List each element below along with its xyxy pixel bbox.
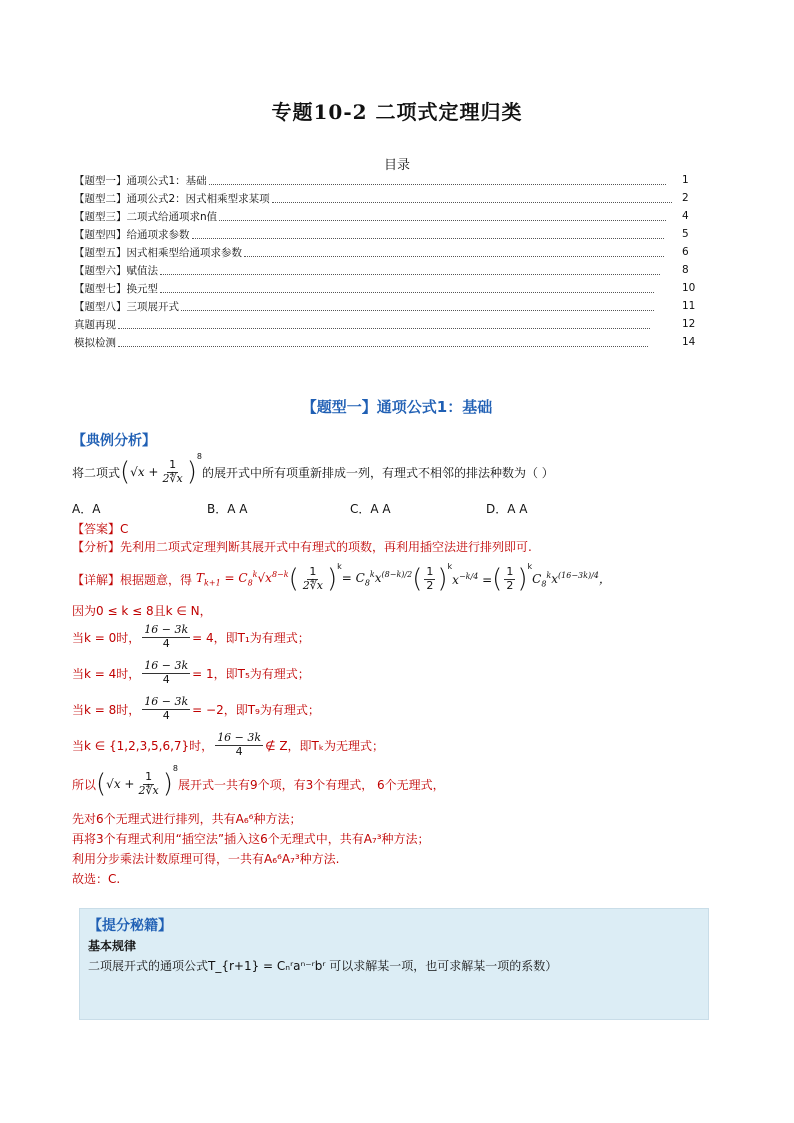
step-1: 先对6个无理式进行排列，共有A₆⁶种方法； <box>72 812 302 826</box>
toc-item[interactable]: 模拟检测 <box>74 336 652 350</box>
case-k4 <box>72 656 310 690</box>
question: 将二项式 ( √x + $\frac{1}{2∜x}$ ) $^8$ 的展开式中所有项重新排成一列，有理式不相邻的排法种数为（ ） <box>72 452 554 487</box>
toc-item[interactable]: 【题型七】换元型 <box>74 282 658 296</box>
summary-post: 展开式一共有9个项，有3个有理式， 6个无理式， <box>177 777 445 792</box>
option-d[interactable]: D．A A <box>486 502 528 516</box>
detail-label: 【详解】 <box>72 572 121 587</box>
frac-num: 16 − 3k <box>144 623 189 637</box>
analysis-line <box>72 538 532 555</box>
analysis-label: 【分析】 <box>72 540 121 554</box>
case-k4-post: = 1，即T₅为有理式； <box>192 666 310 681</box>
case-k0 <box>72 620 310 654</box>
option-c[interactable]: C．A A <box>350 502 391 516</box>
toc-item[interactable]: 【题型四】给通项求参数 <box>74 228 668 242</box>
toc-page: 10 <box>682 282 696 294</box>
option-a[interactable]: A．A <box>72 502 101 516</box>
example-label: 【典例分析】 <box>72 433 156 449</box>
frac-den: 4 <box>235 744 243 758</box>
summary-pre: 所以 <box>72 777 97 792</box>
toc-item[interactable]: 【题型五】因式相乘型给通项求参数 <box>74 246 668 260</box>
step-3: 利用分步乘法计数原理可得，一共有A₆⁶A₇³种方法. <box>72 852 340 866</box>
table-of-contents <box>74 174 722 349</box>
frac-num: 16 − 3k <box>217 731 262 745</box>
toc-page: 8 <box>682 264 689 276</box>
tip-title: 【提分秘籍】 <box>88 918 172 934</box>
toc-page: 12 <box>682 318 696 330</box>
case-kset <box>72 728 384 762</box>
page-title: 专题10-2 二项式定理归类 <box>271 100 523 124</box>
case-k0-pre: 当k = 0时， <box>72 630 141 645</box>
case-kset-pre: 当k ∈ {1,2,3,5,6,7}时， <box>72 738 214 753</box>
toc-page: 5 <box>682 228 689 240</box>
frac-num: 16 − 3k <box>144 695 189 709</box>
toc-page: 1 <box>682 174 689 186</box>
toc-item[interactable]: 【题型六】赋值法 <box>74 264 664 278</box>
answer-value: C <box>120 522 129 536</box>
formula-general-term: $T_{k+1} = C_8^k√x^{8-k}$ <box>196 570 289 588</box>
toc-item[interactable]: 真题再现 <box>74 318 654 332</box>
toc-heading: 目录 <box>383 158 410 173</box>
toc-item[interactable]: 【题型一】通项公式1：基础 <box>74 174 670 188</box>
toc-page: 2 <box>682 192 689 204</box>
detail-intro: 根据题意，得 <box>120 572 193 587</box>
detail-line: 【详解】 根据题意，得 $T_{k+1} = C_8^k√x^{8-k}$ ( $\frac{1}{2∜x}$ ) $^k$ = $C_8^kx^{(8-k)/2}$ ( $\frac{1}{2}$ ) $^k$ $x^{-k/4}$ = ( $\frac{1}{2}$ ) $^k$ $C_8^kx^{(16-3k)/4}$， <box>72 562 611 594</box>
tip-text: 二项展开式的通项公式T_{r+1} = Cₙʳaⁿ⁻ʳbʳ 可以求解某一项，也可求解某一项的系数） <box>88 959 558 973</box>
step-2: 再将3个有理式利用“插空法”插入这6个无理式中，共有A₇³种方法； <box>72 832 430 846</box>
case-kset-post: ∉ Z，即Tₖ为无理式； <box>265 738 384 753</box>
frac-num: 16 − 3k <box>144 659 189 673</box>
section-heading: 【题型一】通项公式1：基础 <box>301 398 493 416</box>
case-k8-pre: 当k = 8时， <box>72 702 141 717</box>
summary-line: 所以 ( √x + $\frac{1}{2∜x}$ ) $^8$ 展开式一共有9个项，有3个有理式， 6个无理式， <box>72 764 445 799</box>
case-k8 <box>72 692 320 726</box>
toc-item[interactable]: 【题型三】二项式给通项求n值 <box>74 210 670 224</box>
frac-den: 4 <box>162 636 170 650</box>
paren-right: ) <box>186 457 197 487</box>
conclusion: 故选：C. <box>72 872 121 886</box>
frac-den: 4 <box>162 708 170 722</box>
toc-page: 6 <box>682 246 689 258</box>
toc-item[interactable]: 【题型八】三项展开式 <box>74 300 658 314</box>
option-b[interactable]: B．A A <box>207 502 248 516</box>
case-k0-post: = 4，即T₁为有理式； <box>192 630 310 645</box>
toc-page: 11 <box>682 300 696 312</box>
tip-box <box>79 908 709 1020</box>
question-suffix: 的展开式中所有项重新排成一列，有理式不相邻的排法种数为（ ） <box>201 465 554 480</box>
toc-page: 14 <box>682 336 696 348</box>
analysis-text: 先利用二项式定理判断其展开式中有理式的项数，再利用插空法进行排列即可. <box>120 540 532 554</box>
answer-label: 【答案】 <box>72 522 121 536</box>
sqrt-x: √x + <box>130 465 159 479</box>
tip-subtitle: 基本规律 <box>88 939 137 953</box>
fraction: $\frac{1}{2∜x}$ <box>162 458 183 485</box>
answer-line <box>72 520 128 537</box>
question-prefix: 将二项式 <box>72 465 121 480</box>
toc-item[interactable]: 【题型二】通项公式2：因式相乘型求某项 <box>74 192 676 206</box>
case-k4-pre: 当k = 4时， <box>72 666 141 681</box>
case-k8-post: = −2，即T₉为有理式； <box>192 702 320 717</box>
paren-left: ( <box>120 457 131 487</box>
toc-page: 4 <box>682 210 689 222</box>
range-line: 因为0 ≤ k ≤ 8且k ∈ N， <box>72 604 212 618</box>
frac-den: 4 <box>162 672 170 686</box>
